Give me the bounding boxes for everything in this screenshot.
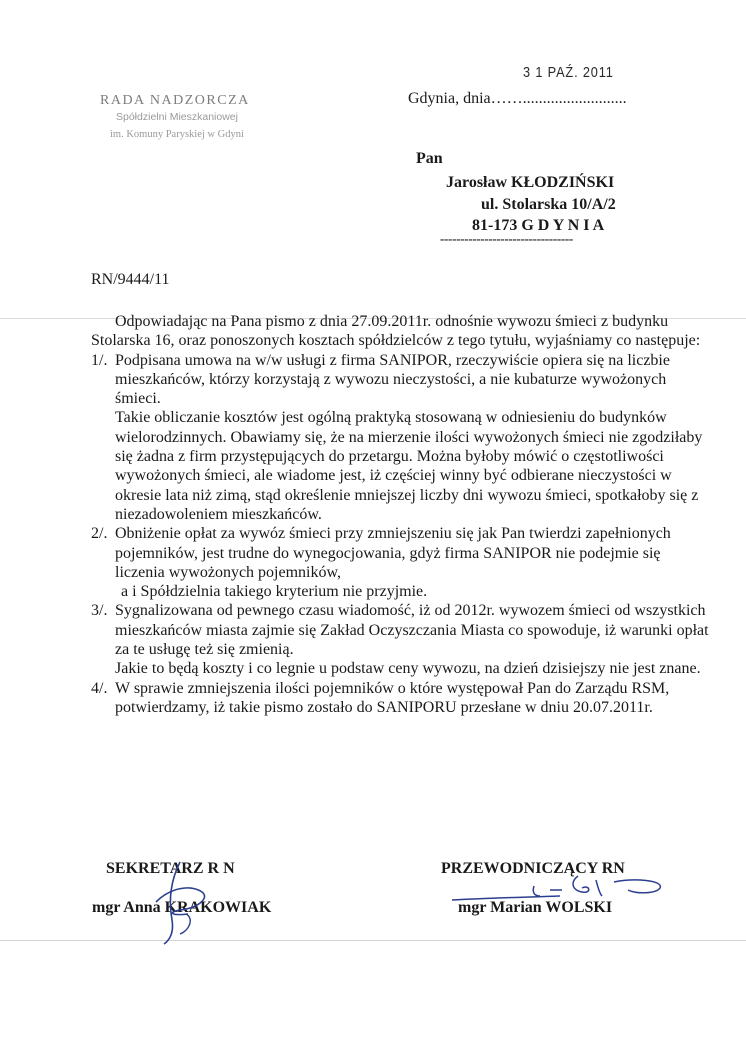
scan-artifact-line — [0, 940, 746, 941]
recipient-name: Jarosław KŁODZIŃSKI — [446, 174, 615, 191]
list-item-text: Sygnalizowana od pewnego czasu wiadomość, iż od 2012r. wywozem śmieci od wszystkich mieszkańców miasta zajmie się Zakład Oczyszczania Miasta co spowoduje, iż warunki opłat za te usługę też się zmienią. — [115, 602, 709, 659]
recipient-salutation: Pan — [416, 150, 443, 167]
body-intro: Odpowiadając na Pana pismo z dnia 27.09.2011r. odnośnie wywozu śmieci z budynku Stolarska 16, oraz ponoszonych kosztach spółdzielców z tego tytułu, wyjaśniamy co następuje: — [91, 313, 701, 350]
sender-org-line3: im. Komuny Paryskiej w Gdyni — [110, 129, 244, 140]
letter-body — [91, 312, 711, 717]
signatory-left-name: mgr Anna KRAKOWIAK — [92, 899, 272, 916]
list-item-text: W sprawie zmniejszenia ilości pojemników o które występował Pan do Zarządu RSM, potwierdzamy, iż takie pismo zostało do SANIPORU przesłane w dniu 20.07.2011r. — [115, 679, 670, 716]
list-item-text: Jakie to będą koszty i co legnie u podstaw ceny wywozu, na dzień dzisiejszy nie jest znane. — [115, 660, 701, 678]
sender-org-line2: Spółdzielni Mieszkaniowej — [116, 111, 238, 123]
recipient-street: ul. Stolarska 10/A/2 — [481, 195, 616, 213]
signatory-left-title: SEKRETARZ R N — [106, 860, 235, 877]
list-item-text: a i Spółdzielnia takiego kryterium nie przyjmie. — [121, 583, 428, 601]
received-date-stamp: 3 1 PAŹ. 2011 — [523, 64, 614, 81]
list-item-text: Takie obliczanie kosztów jest ogólną praktyką stosowaną w odniesieniu do budynków wielorodzinnych. Obawiamy się, że na mierzenie ilości wywożonych śmieci nie zgodziłaby się żadna z firm przystępujących do przetargu. Można byłoby mówić o częstotliwości wywożonych śmieci, ale wiadome jest, iż częściej winny być odbierane nieczystości w okresie lata niż zimą, stąd określenie mniejszej liczby dni wywozu śmieci, spotkałoby się z niezadowoleniem mieszkańców. — [115, 409, 703, 523]
list-item — [91, 524, 711, 601]
signatory-right-name: mgr Marian WOLSKI — [458, 899, 613, 916]
address-underline: --------------------------------- — [440, 231, 573, 246]
list-item-number: 4/. — [91, 679, 108, 697]
list-item-number: 2/. — [91, 525, 108, 543]
right-handwritten-signature — [450, 870, 670, 910]
list-item-number: 3/. — [91, 602, 108, 620]
list-item — [91, 679, 711, 718]
list-item-number: 1/. — [91, 351, 108, 369]
reference-number: RN/9444/11 — [91, 271, 170, 288]
recipient-city: 81-173 G D Y N I A — [472, 217, 605, 234]
list-item — [91, 601, 711, 678]
list-item — [91, 351, 711, 525]
place-and-date: Gdynia, dnia…….......................... — [408, 90, 627, 107]
signatory-right-title: PRZEWODNICZĄCY RN — [441, 860, 625, 877]
recipient-address — [432, 172, 616, 237]
left-handwritten-signature — [150, 858, 240, 948]
list-item-text: Obniżenie opłat za wywóz śmieci przy zmniejszeniu się jak Pan twierdzi zapełnionych pojemników, jest trudne do wynegocjowania, gdyż firma SANIPOR nie podejmie się liczenia wywożonych pojemników, — [115, 525, 671, 581]
list-item-text: Podpisana umowa na w/w usługi z firma SANIPOR, rzeczywiście opiera się na liczbie mieszkańców, którzy korzystają z wywozu nieczystości, a nie kubaturze wywożonych śmieci. — [115, 351, 670, 408]
sender-org-line1: RADA NADZORCZA — [100, 93, 250, 108]
sender-letterhead — [100, 92, 250, 143]
